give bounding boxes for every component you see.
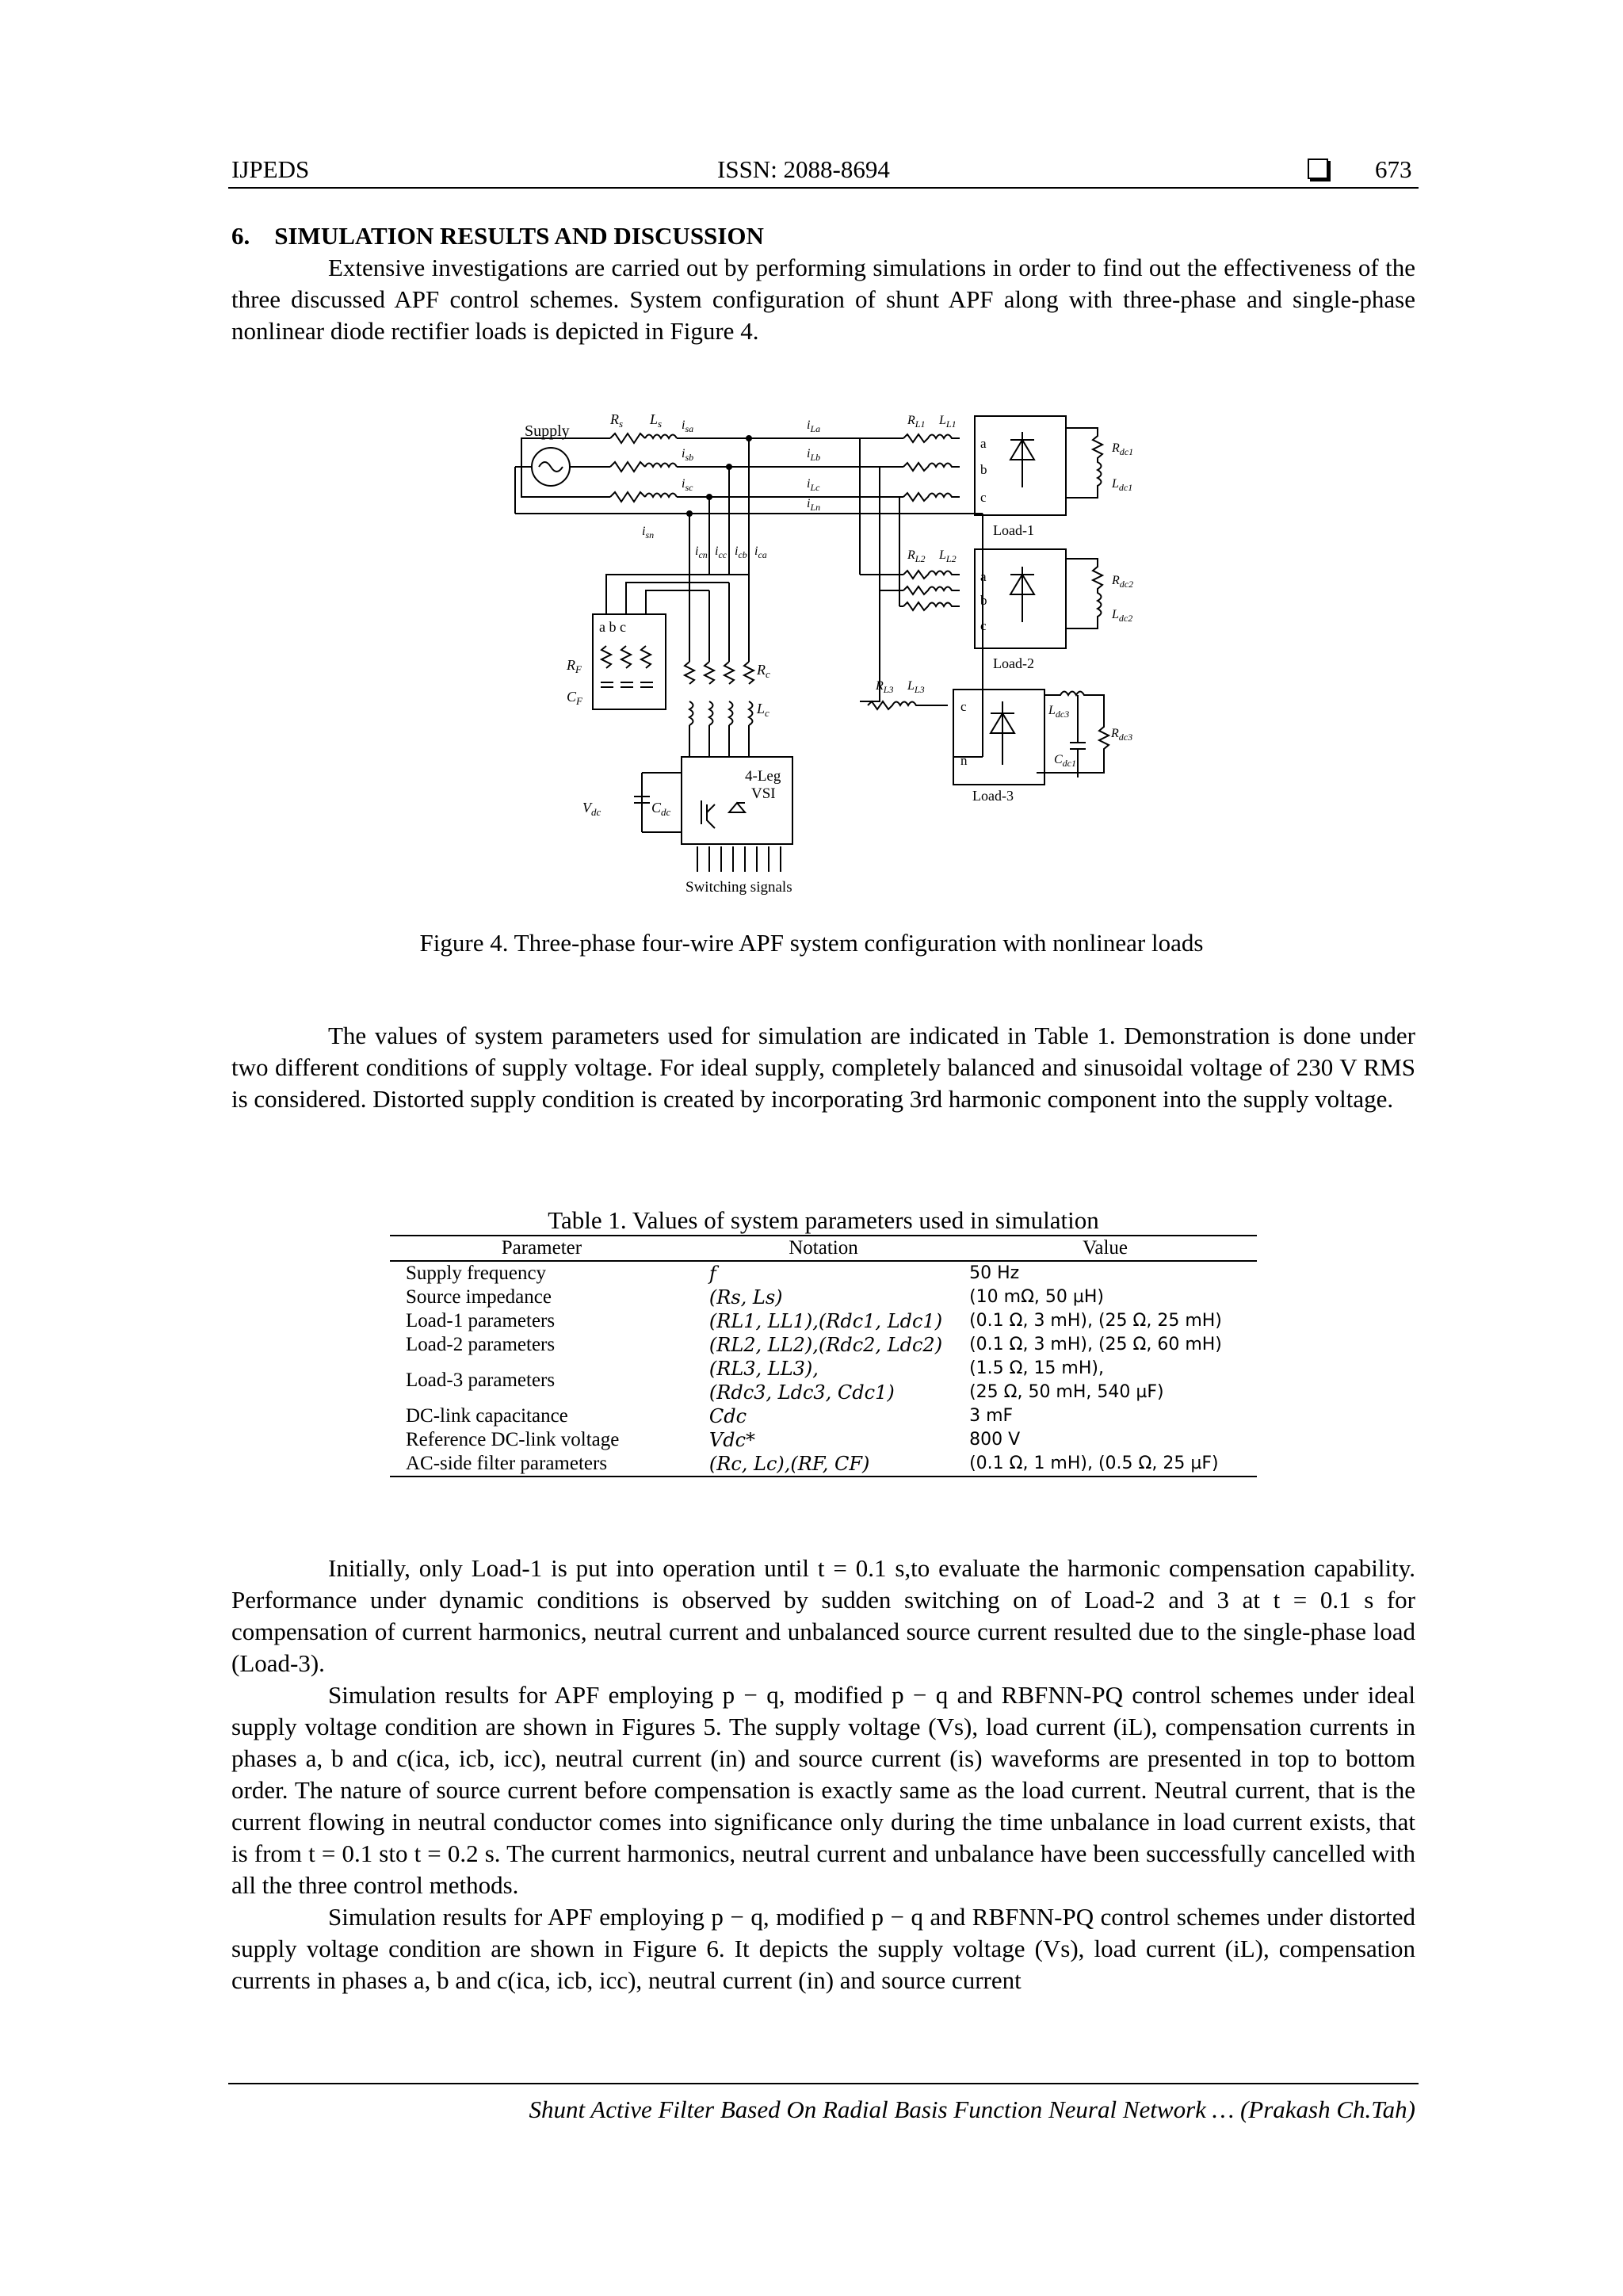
- cell-notation: [693, 1357, 953, 1404]
- cell-notation: (RL1, LL1),(Rdc1, Ldc1): [708, 1310, 943, 1332]
- cell-value: (0.1 Ω, 1 mH), (0.5 Ω, 25 µF): [953, 1452, 1257, 1477]
- load2-rectifier: [975, 549, 1066, 648]
- cell-value: 50 Hz: [969, 1263, 1020, 1283]
- figure-caption: Figure 4. Three-phase four-wire APF system configuration with nonlinear loads: [419, 929, 1204, 957]
- svg-text:CF: $C_F$: [567, 689, 582, 707]
- running-footer: Shunt Active Filter Based On Radial Basis Function Neural Network … (Prakash Ch.Tah): [529, 2095, 1415, 2123]
- table-header-row: [390, 1236, 1257, 1261]
- svg-text:RF: $R_F$: [567, 657, 582, 675]
- load2-label: Load-2: [993, 655, 1034, 671]
- cell-value: 800 V: [969, 1430, 1021, 1450]
- svg-text:Vdc: $V_{dc}$: [582, 800, 601, 818]
- load3-c: c: [960, 699, 967, 714]
- col-parameter: Parameter: [390, 1236, 693, 1261]
- sine-icon: [539, 462, 563, 472]
- supply-label: Supply: [525, 422, 570, 440]
- cell-value: [953, 1357, 1257, 1404]
- diode-icon: [1010, 432, 1034, 487]
- load3-n: n: [960, 753, 968, 768]
- header-rule: [228, 187, 1419, 189]
- cell-notation: Vdc*: [708, 1429, 756, 1451]
- svg-text:icb: $i_{cb}$: [735, 544, 747, 560]
- svg-text:Rdc3: $R_{dc3}$: [1111, 727, 1133, 743]
- cell-value: (0.1 Ω, 3 mH), (25 Ω, 25 mH): [969, 1311, 1222, 1331]
- cell-param: Load-3 parameters: [406, 1370, 556, 1391]
- load1-b: b: [980, 462, 987, 477]
- svg-text:isa: $i_{sa}$: [682, 418, 694, 434]
- col-notation: Notation: [693, 1236, 953, 1261]
- load1-rectifier: [975, 416, 1066, 515]
- ac-side-inductors: [685, 567, 754, 757]
- igbt-icon: [701, 800, 745, 828]
- filter-abc-label: a b c: [599, 619, 626, 635]
- table-caption: Table 1. Values of system parameters used in simulation: [548, 1206, 1099, 1234]
- svg-text:LL2: $L_{L2}$: [939, 548, 957, 564]
- svg-text:isb: $i_{sb}$: [682, 447, 694, 463]
- results-paragraph-1: Initially, only Load-1 is put into operation until t = 0.1 s,to evaluate the harmonic compensation capability. Performance under dynamic conditions is observed by sudden switching on of Load-2 and 3 at t = 0.1 s for compensation of current harmonics, neutral current and unbalanced source current resulted due to the single-phase load (Load-3).: [231, 1554, 1415, 1677]
- svg-text:Rc: $R_c$: [757, 662, 770, 680]
- load1-label: Load-1: [993, 522, 1034, 538]
- cell-notation-line-2: (Rdc3, Ldc3, Cdc1): [708, 1381, 895, 1404]
- cell-notation-line-1: (RL3, LL3),: [708, 1358, 819, 1380]
- parameters-table: [390, 1235, 1257, 1477]
- table-row: [390, 1286, 1257, 1309]
- svg-text:iLb: $i_{Lb}$: [807, 447, 821, 463]
- cell-param: DC-link capacitance: [406, 1405, 568, 1427]
- load2-b: b: [980, 593, 987, 608]
- cell-notation: (RL2, LL2),(Rdc2, Ldc2): [708, 1334, 943, 1356]
- cell-param: Supply frequency: [406, 1263, 547, 1284]
- vsi-label-1: 4-Leg: [745, 768, 781, 785]
- load3-label: Load-3: [972, 788, 1014, 804]
- svg-text:iLa: $i_{La}$: [807, 418, 821, 434]
- footer-rule: [228, 2083, 1419, 2084]
- table-row: [390, 1404, 1257, 1428]
- svg-text:Rs: $R_s$: [610, 411, 624, 430]
- cell-param: Load-2 parameters: [406, 1334, 556, 1355]
- svg-text:iLc: $i_{Lc}$: [807, 477, 820, 493]
- cell-value-line-2: (25 Ω, 50 mH, 540 µF): [969, 1382, 1164, 1402]
- source-impedance: [610, 434, 677, 502]
- svg-text:Rdc2: $R_{dc2}$: [1112, 574, 1134, 590]
- table-row: [390, 1333, 1257, 1357]
- svg-text:Ldc3: $L_{dc3}$: [1048, 704, 1070, 720]
- svg-text:isc: $i_{sc}$: [682, 477, 693, 493]
- journal-name: IJPEDS: [231, 155, 310, 183]
- results-section: [231, 1553, 1415, 1996]
- cell-notation: Cdc: [708, 1405, 747, 1427]
- circuit-diagram: [507, 400, 1165, 907]
- svg-text:RL1: $R_{L1}$: [907, 414, 926, 430]
- switching-label: Switching signals: [685, 879, 792, 896]
- table-row: [390, 1428, 1257, 1452]
- svg-text:ica: $i_{ca}$: [754, 544, 767, 560]
- svg-text:RL3: $R_{L3}$: [876, 679, 894, 695]
- cell-value-line-1: (1.5 Ω, 15 mH),: [969, 1358, 1104, 1378]
- table-intro-text: The values of system parameters used for simulation are indicated in Table 1. Demonstration is done under two different conditions of supply voltage. For ideal supply, completely balanced and sinusoidal voltage of 230 V RMS is considered. Distorted supply condition is created by incorporating 3rd harmonic component into the supply voltage.: [231, 1022, 1415, 1113]
- load3-rectifier: [953, 690, 1044, 785]
- intro-text: Extensive investigations are carried out by performing simulations in order to find out the effectiveness of the three discussed APF control schemes. System configuration of shunt APF along with three-phase and single-phase nonlinear diode rectifier loads is depicted in Figure 4.: [231, 254, 1415, 345]
- svg-text:Lc: $L_c$: [757, 701, 769, 719]
- cell-notation: (Rs, Ls): [708, 1286, 783, 1308]
- svg-text:Ldc1: $L_{dc1}$: [1112, 477, 1133, 493]
- load1-c: c: [980, 490, 987, 505]
- results-paragraph-2: Simulation results for APF employing p − q, modified p − q and RBFNN-PQ control schemes under ideal supply voltage condition are shown in Figures 5. The supply voltage (Vs), load current (iL), compensation currents in phases a, b and c(ica, icb, icc), neutral current (in) and source current (is) waveforms are presented in top to bottom order. The nature of source current before compensation is exactly same as the load current. Neutral current, that is the current flowing in neutral conductor comes into significance only during the time unbalance in load current exists, that is from t = 0.1 sto t = 0.2 s. The current harmonics, neutral current and unbalance have been successfully cancelled with all the three control methods.: [231, 1681, 1415, 1899]
- table-row: [390, 1452, 1257, 1477]
- svg-text:LL1: $L_{L1}$: [939, 414, 957, 430]
- page-number: 673: [1375, 155, 1412, 183]
- table-row: [390, 1261, 1257, 1286]
- table-intro-paragraph: [231, 1020, 1415, 1115]
- issn: ISSN: 2088-8694: [717, 155, 890, 183]
- svg-text:Ldc2: $L_{dc2}$: [1112, 608, 1133, 624]
- svg-text:RL2: $R_{L2}$: [907, 548, 926, 564]
- cell-value: (10 mΩ, 50 µH): [969, 1287, 1104, 1307]
- load1-a: a: [980, 436, 987, 451]
- svg-text:Rdc1: $R_{dc1}$: [1112, 441, 1134, 457]
- load2-a: a: [980, 569, 987, 584]
- section-heading: 6. SIMULATION RESULTS AND DISCUSSION: [231, 222, 764, 250]
- svg-text:Cdc: $C_{dc}$: [651, 800, 671, 818]
- cell-notation: f: [708, 1263, 716, 1285]
- svg-text:icn: $i_{cn}$: [695, 544, 708, 560]
- cell-param: Reference DC-link voltage: [406, 1429, 620, 1450]
- table-row: [390, 1309, 1257, 1333]
- svg-text:iLn: $i_{Ln}$: [807, 497, 821, 513]
- svg-text:Ls: $L_s$: [650, 411, 663, 430]
- vsi-label-2: VSI: [751, 785, 776, 802]
- cell-param: Load-1 parameters: [406, 1310, 556, 1331]
- intro-paragraph: [231, 252, 1415, 347]
- col-value: Value: [953, 1236, 1257, 1261]
- switching-arrows: [697, 846, 781, 872]
- svg-text:icc: $i_{cc}$: [715, 544, 727, 560]
- cell-param: AC-side filter parameters: [390, 1452, 693, 1477]
- cell-value: 3 mF: [969, 1406, 1014, 1426]
- results-paragraph-3: Simulation results for APF employing p − q, modified p − q and RBFNN-PQ control schemes under distorted supply voltage condition are shown in Figure 6. It depicts the supply voltage (Vs), load current (iL), compensation currents in phases a, b and c(ica, icb, icc), neutral current (in) and source current: [231, 1903, 1415, 1994]
- svg-text:isn: $i_{sn}$: [642, 525, 655, 541]
- svg-text:LL3: $L_{L3}$: [907, 679, 925, 695]
- load2-c: c: [980, 618, 987, 633]
- table-row: [390, 1357, 1257, 1404]
- cell-param: Source impedance: [406, 1286, 552, 1308]
- checkbox-icon: [1308, 159, 1328, 179]
- svg-text:Cdc1: $C_{dc1}$: [1054, 753, 1076, 769]
- cell-notation: (Rc, Lc),(RF, CF): [693, 1452, 953, 1477]
- cell-value: (0.1 Ω, 3 mH), (25 Ω, 60 mH): [969, 1335, 1222, 1354]
